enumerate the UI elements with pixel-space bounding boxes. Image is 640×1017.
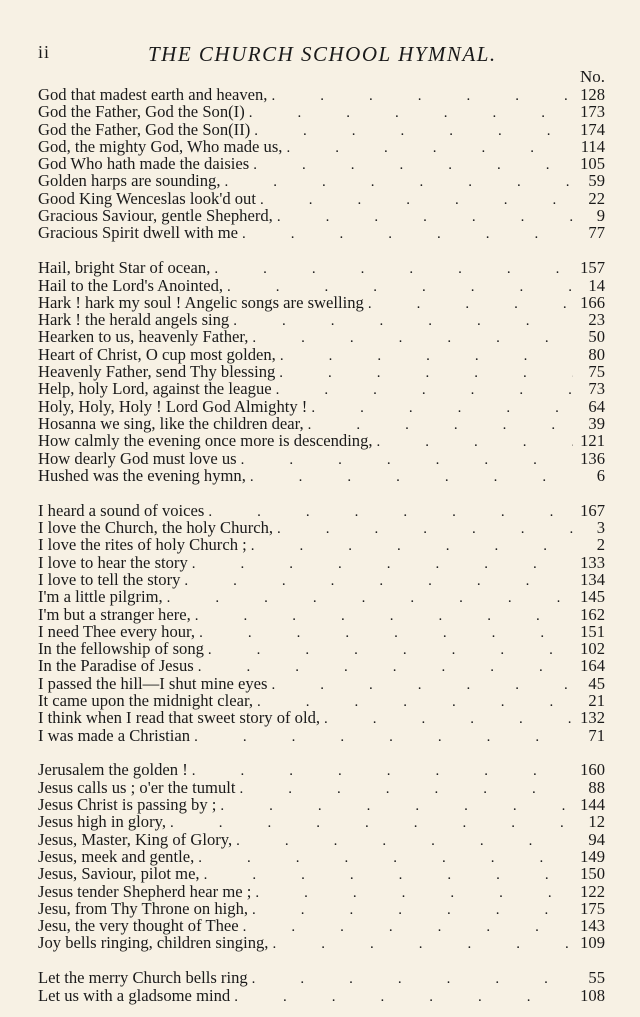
index-group	[38, 761, 605, 951]
hymn-number: 94	[588, 829, 605, 849]
hymn-first-line: I was made a Christian	[38, 725, 191, 745]
hymn-number: 151	[580, 621, 605, 641]
index-entry	[38, 432, 605, 449]
hymn-number: 45	[588, 673, 605, 693]
hymn-first-line: Let the merry Church bells ring	[38, 968, 248, 988]
index-group	[38, 259, 605, 484]
hymn-first-line: Heavenly Father, send Thy blessing	[38, 362, 276, 382]
index-entry	[38, 675, 605, 692]
hymn-number: 12	[588, 812, 605, 832]
hymn-first-line: I passed the hill—I shut mine eyes	[38, 673, 268, 693]
dot-leader	[234, 987, 573, 1006]
hymn-first-line: Help, holy Lord, against the league	[38, 379, 272, 399]
hymn-first-line: Jesu, the very thought of Thee	[38, 916, 239, 936]
hymn-number: 14	[588, 275, 605, 295]
hymn-first-line: I'm a little pilgrim,	[38, 587, 163, 607]
hymn-first-line: I love the rites of holy Church ;	[38, 535, 247, 555]
hymn-number: 71	[588, 725, 605, 745]
page-header	[38, 42, 604, 68]
hymn-number: 175	[580, 898, 605, 918]
index-entry	[38, 969, 605, 986]
hymn-first-line: It came upon the midnight clear,	[38, 690, 253, 710]
index-entry	[38, 831, 605, 848]
index-entry	[38, 398, 605, 415]
index-entry	[38, 987, 605, 1004]
index-entry	[38, 207, 605, 224]
hymn-number: 144	[580, 795, 605, 815]
dot-leader	[194, 727, 573, 746]
hymn-number: 88	[588, 777, 605, 797]
index-entry	[38, 363, 605, 380]
hymn-first-line: Gracious Spirit dwell with me	[38, 223, 239, 243]
hymn-number: 143	[580, 916, 605, 936]
index-entry	[38, 224, 605, 241]
hymn-first-line: Joy bells ringing, children singing,	[38, 933, 269, 953]
hymn-number: 157	[580, 258, 605, 278]
hymn-first-line: Jesus calls us ; o'er the tumult	[38, 777, 236, 797]
index-group	[38, 86, 605, 242]
hymn-number: 174	[580, 119, 605, 139]
hymn-first-line: God Who hath made the daisies	[38, 154, 250, 174]
hymn-first-line: Hail to the Lord's Anointed,	[38, 275, 224, 295]
index-entry	[38, 606, 605, 623]
index-entry	[38, 779, 605, 796]
hymn-first-line: How calmly the evening once more is descending,	[38, 431, 373, 451]
hymn-first-line: I'm but a stranger here,	[38, 604, 191, 624]
hymn-first-line: Gracious Saviour, gentle Shepherd,	[38, 206, 273, 226]
hymn-first-line: Heart of Christ, O cup most golden,	[38, 344, 276, 364]
index-entry	[38, 640, 605, 657]
dot-leader	[242, 224, 573, 243]
hymn-number: 121	[580, 431, 605, 451]
hymn-number: 166	[580, 292, 605, 312]
index-entry	[38, 900, 605, 917]
hymn-number: 3	[596, 518, 605, 538]
hymn-number: 150	[580, 864, 605, 884]
index-entry	[38, 917, 605, 934]
hymn-number: 173	[580, 102, 605, 122]
hymn-first-line: I love to tell the story	[38, 569, 181, 589]
number-column-header: No.	[579, 67, 605, 86]
hymn-number: 105	[580, 154, 605, 174]
hymn-number: 21	[588, 690, 605, 710]
hymn-first-line: Good King Wenceslas look'd out	[38, 188, 256, 208]
index-entry	[38, 277, 605, 294]
hymn-first-line: God, the mighty God, Who made us,	[38, 136, 283, 156]
hymn-first-line: Hail, bright Star of ocean,	[38, 258, 211, 278]
index-entry	[38, 155, 605, 172]
index-entry	[38, 883, 605, 900]
hymn-first-line: In the Paradise of Jesus	[38, 656, 194, 676]
index-entry	[38, 761, 605, 778]
index-entry	[38, 709, 605, 726]
index-entry	[38, 657, 605, 674]
hymn-number: 108	[580, 985, 605, 1005]
hymn-first-line: Jesus, Master, King of Glory,	[38, 829, 233, 849]
index-entry	[38, 86, 605, 103]
hymn-first-line: Jesus Christ is passing by ;	[38, 795, 217, 815]
hymn-number: 136	[580, 448, 605, 468]
index-entry	[38, 536, 605, 553]
hymn-number: 122	[580, 881, 605, 901]
hymn-number: 80	[588, 344, 605, 364]
dot-leader	[272, 934, 573, 953]
index-entry	[38, 380, 605, 397]
hymn-number: 133	[580, 552, 605, 572]
hymn-first-line: Hosanna we sing, like the children dear,	[38, 413, 304, 433]
hymn-number: 59	[588, 171, 605, 191]
hymn-first-line: I love the Church, the holy Church,	[38, 518, 274, 538]
page-number: ii	[38, 42, 51, 62]
index-entry	[38, 172, 605, 189]
hymn-number: 73	[588, 379, 605, 399]
hymn-number: 167	[580, 500, 605, 520]
index-entry	[38, 311, 605, 328]
hymn-first-line: Hushed was the evening hymn,	[38, 465, 246, 485]
index-entry	[38, 796, 605, 813]
hymn-number: 55	[588, 968, 605, 988]
hymn-number: 114	[580, 136, 605, 156]
hymn-first-line: God the Father, God the Son(II)	[38, 119, 251, 139]
hymn-number: 75	[588, 362, 605, 382]
hymn-first-line: Jesus, Saviour, pilot me,	[38, 864, 200, 884]
index-entry	[38, 138, 605, 155]
index-entry	[38, 450, 605, 467]
hymn-first-line: Hark ! hark my soul ! Angelic songs are swelling	[38, 292, 364, 312]
index-entry	[38, 502, 605, 519]
index-entry	[38, 121, 605, 138]
index-entry	[38, 727, 605, 744]
index-entry	[38, 190, 605, 207]
first-line-index	[38, 86, 605, 1004]
hymn-first-line: God that madest earth and heaven,	[38, 85, 268, 104]
hymn-number: 64	[588, 396, 605, 416]
hymn-number: 164	[580, 656, 605, 676]
index-entry	[38, 415, 605, 432]
hymn-number: 134	[580, 569, 605, 589]
hymn-first-line: Jesus tender Shepherd hear me ;	[38, 881, 252, 901]
dot-leader	[250, 467, 573, 486]
index-entry	[38, 103, 605, 120]
index-entry	[38, 346, 605, 363]
hymn-number: 109	[580, 933, 605, 953]
hymn-first-line: In the fellowship of song	[38, 639, 204, 659]
hymn-number: 77	[588, 223, 605, 243]
hymn-first-line: Jesus high in glory,	[38, 812, 166, 832]
index-entry	[38, 554, 605, 571]
index-entry	[38, 588, 605, 605]
index-entry	[38, 259, 605, 276]
index-entry	[38, 623, 605, 640]
hymn-first-line: Jesus, meek and gentle,	[38, 846, 195, 866]
hymn-first-line: I heard a sound of voices	[38, 500, 205, 520]
index-entry	[38, 328, 605, 345]
hymn-first-line: Holy, Holy, Holy ! Lord God Almighty !	[38, 396, 308, 416]
hymn-first-line: Jerusalem the golden !	[38, 760, 188, 780]
hymn-number: 149	[580, 846, 605, 866]
index-entry	[38, 865, 605, 882]
hymn-number: 160	[580, 760, 605, 780]
hymn-number: 39	[588, 413, 605, 433]
hymn-number: 2	[596, 535, 605, 555]
hymn-first-line: God the Father, God the Son(I)	[38, 102, 245, 122]
running-title: THE CHURCH SCHOOL HYMNAL.	[148, 42, 497, 66]
index-entry	[38, 294, 605, 311]
hymn-number: 9	[596, 206, 605, 226]
hymn-first-line: Let us with a gladsome mind	[38, 985, 231, 1005]
hymn-first-line: Golden harps are sounding,	[38, 171, 221, 191]
index-entry	[38, 571, 605, 588]
index-entry	[38, 848, 605, 865]
hymn-first-line: Jesu, from Thy Throne on high,	[38, 898, 249, 918]
hymn-number: 50	[588, 327, 605, 347]
hymn-number: 6	[596, 465, 605, 485]
index-entry	[38, 467, 605, 484]
hymn-number: 162	[580, 604, 605, 624]
hymn-number: 145	[580, 587, 605, 607]
index-entry	[38, 692, 605, 709]
index-group	[38, 502, 605, 744]
index-entry	[38, 813, 605, 830]
hymn-first-line: I need Thee every hour,	[38, 621, 196, 641]
hymn-first-line: I love to hear the story	[38, 552, 188, 572]
index-entry	[38, 934, 605, 951]
hymn-number: 132	[580, 708, 605, 728]
hymn-number: 102	[580, 639, 605, 659]
index-entry	[38, 519, 605, 536]
hymn-number: 23	[588, 310, 605, 330]
hymn-first-line: I think when I read that sweet story of old,	[38, 708, 321, 728]
hymn-first-line: Hark ! the herald angels sing	[38, 310, 230, 330]
index-group	[38, 969, 605, 1004]
hymn-number: 22	[588, 188, 605, 208]
hymn-first-line: Hearken to us, heavenly Father,	[38, 327, 249, 347]
hymn-first-line: How dearly God must love us	[38, 448, 237, 468]
hymn-number: 128	[580, 85, 605, 104]
